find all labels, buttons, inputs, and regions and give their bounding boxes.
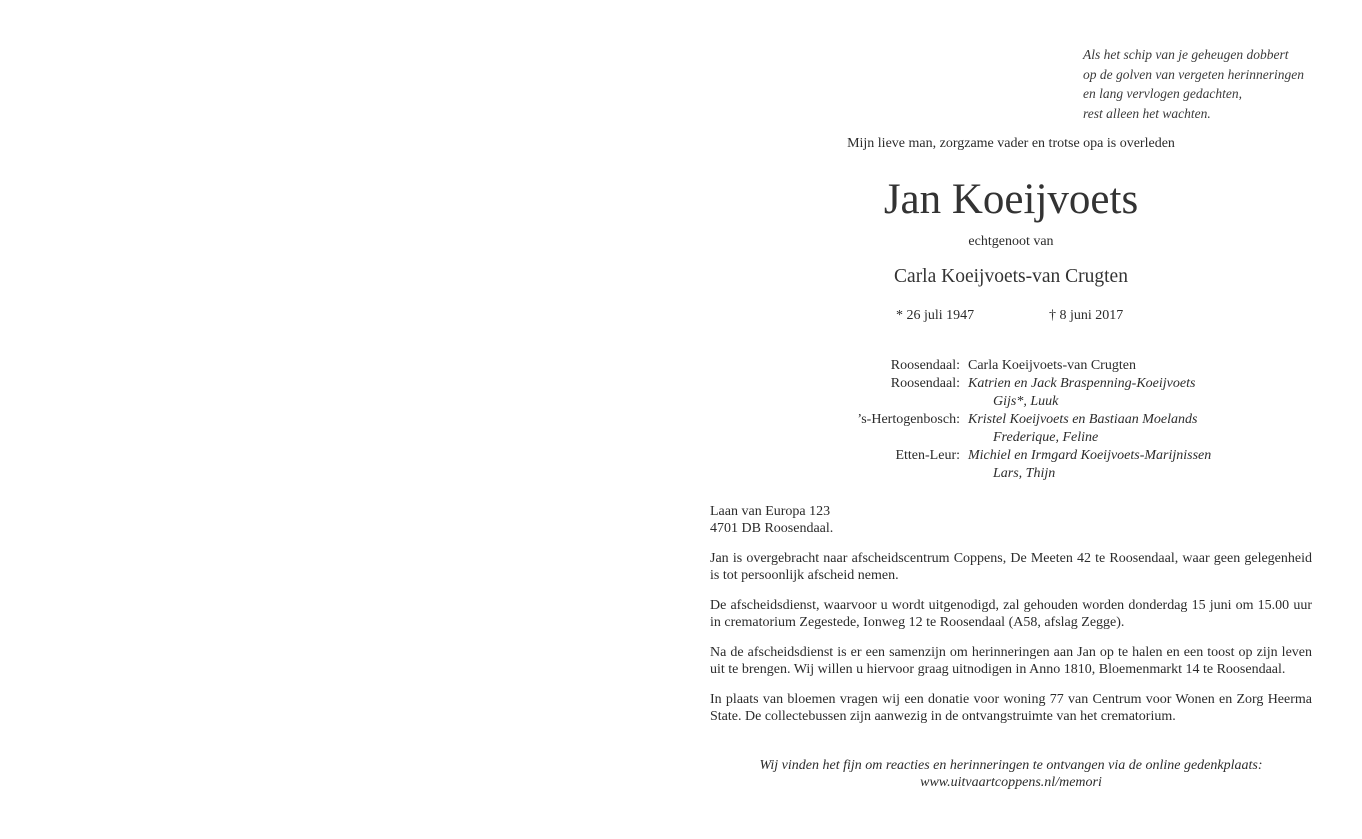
family-names-main: Kristel Koeijvoets en Bastiaan Moelands xyxy=(968,412,1198,427)
poem xyxy=(1083,45,1343,123)
poem-line: rest alleen het wachten. xyxy=(1083,105,1211,121)
family-entry xyxy=(760,357,1320,375)
deceased-name: Jan Koeijvoets xyxy=(883,176,1139,223)
poem-line: Als het schip van je geheugen dobbert xyxy=(1083,47,1289,62)
spouse-intro: echtgenoot van xyxy=(968,234,1054,249)
home-address xyxy=(710,503,833,537)
family-list xyxy=(760,357,1320,483)
paragraph: Jan is overgebracht naar afscheidscentrum Coppens, De Meeten 42 te Roosendaal, waar geen gelegenheid is tot persoonlijk afscheid nemen. xyxy=(710,551,1312,583)
family-place: ’s-Hertogenbosch: xyxy=(857,412,960,427)
paragraph: De afscheidsdienst, waarvoor u wordt uitgenodigd, zal gehouden worden donderdag 15 juni om 15.00 uur in crematorium Zegestede, Ionweg 12 te Roosendaal (A58, afslag Zegge). xyxy=(710,598,1312,630)
family-entry xyxy=(760,447,1320,483)
spouse-name: Carla Koeijvoets-van Crugten xyxy=(894,266,1128,287)
paragraph: In plaats van bloemen vragen wij een donatie voor woning 77 van Centrum voor Wonen en Zorg Heerma State. De collectebussen zijn aanwezig in de ontvangstruimte van het crematorium. xyxy=(710,692,1312,724)
family-names-main: Michiel en Irmgard Koeijvoets-Marijnissen xyxy=(968,448,1212,463)
family-names: Carla Koeijvoets-van Crugten xyxy=(968,358,1136,373)
family-entry xyxy=(760,411,1320,447)
body-text xyxy=(710,550,1312,738)
address-city: 4701 DB Roosendaal. xyxy=(710,521,834,536)
family-place: Roosendaal: xyxy=(890,358,960,373)
family-grandchildren: Lars, Thijn xyxy=(993,466,1056,481)
family-names xyxy=(968,411,1320,447)
paragraph: Na de afscheidsdienst is er een samenzijn om herinneringen aan Jan op te halen en een toost op zijn leven uit te brengen. Wij willen u hiervoor graag uitnodigen in Anno 1810, Bloemenmarkt 14 te Roosendaal. xyxy=(710,645,1312,677)
intro-text: Mijn lieve man, zorgzame vader en trotse opa is overleden xyxy=(847,136,1175,151)
family-entry xyxy=(760,375,1320,411)
memorial-url: www.uitvaartcoppens.nl/memori xyxy=(920,775,1102,790)
family-place: Etten-Leur: xyxy=(895,448,960,463)
death-date: † 8 juni 2017 xyxy=(1049,308,1124,323)
birth-date: * 26 juli 1947 xyxy=(896,308,975,323)
family-names xyxy=(968,447,1320,483)
family-grandchildren: Gijs*, Luuk xyxy=(993,394,1059,409)
closing-note xyxy=(710,757,1312,791)
poem-line: en lang vervlogen gedachten, xyxy=(1083,86,1242,101)
closing-text: Wij vinden het fijn om reacties en herinneringen te ontvangen via de online gedenkplaats: xyxy=(759,758,1263,773)
family-names-main: Katrien en Jack Braspenning-Koeijvoets xyxy=(968,376,1196,391)
family-names xyxy=(968,375,1320,411)
family-place: Roosendaal: xyxy=(890,376,960,391)
family-grandchildren: Frederique, Feline xyxy=(993,430,1099,445)
address-street: Laan van Europa 123 xyxy=(710,504,831,519)
poem-line: op de golven van vergeten herinneringen xyxy=(1083,66,1305,82)
